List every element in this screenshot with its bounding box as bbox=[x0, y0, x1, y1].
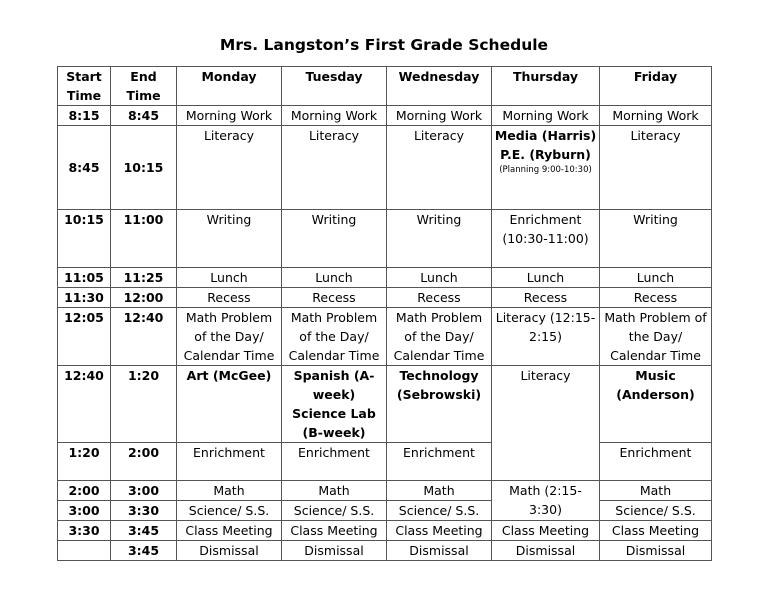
wednesday-cell: Science/ S.S. bbox=[387, 501, 492, 521]
wednesday-cell: Literacy bbox=[387, 126, 492, 210]
thursday-cell: Recess bbox=[492, 288, 600, 308]
end-time-cell: 11:25 bbox=[111, 268, 177, 288]
start-time-cell bbox=[58, 541, 111, 561]
friday-cell: Recess bbox=[600, 288, 712, 308]
table-row bbox=[58, 106, 712, 126]
end-time-cell: 3:45 bbox=[111, 521, 177, 541]
thursday-cell: Enrichment (10:30-11:00) bbox=[492, 210, 600, 268]
tuesday-cell: Math Problem of the Day/ Calendar Time bbox=[282, 308, 387, 366]
friday-cell: Music (Anderson) bbox=[600, 366, 712, 443]
end-time-cell: 12:00 bbox=[111, 288, 177, 308]
start-time-cell: 3:30 bbox=[58, 521, 111, 541]
header-tuesday: Tuesday bbox=[282, 67, 387, 106]
wednesday-cell: Math bbox=[387, 481, 492, 501]
start-time-cell: 11:05 bbox=[58, 268, 111, 288]
planning-note: (Planning 9:00-10:30) bbox=[499, 165, 592, 175]
friday-cell: Dismissal bbox=[600, 541, 712, 561]
end-time-cell: 1:20 bbox=[111, 366, 177, 443]
friday-cell: Lunch bbox=[600, 268, 712, 288]
header-row bbox=[58, 67, 712, 106]
monday-cell: Science/ S.S. bbox=[177, 501, 282, 521]
start-time-cell: 8:45 bbox=[58, 126, 111, 210]
start-time-cell: 2:00 bbox=[58, 481, 111, 501]
friday-cell: Morning Work bbox=[600, 106, 712, 126]
header-end-time: End Time bbox=[111, 67, 177, 106]
header-start-time: Start Time bbox=[58, 67, 111, 106]
schedule-table bbox=[57, 66, 712, 561]
wednesday-cell: Enrichment bbox=[387, 443, 492, 481]
table-row bbox=[58, 126, 712, 210]
end-time-cell: 3:30 bbox=[111, 501, 177, 521]
friday-cell: Math Problem of the Day/ Calendar Time bbox=[600, 308, 712, 366]
friday-cell: Math bbox=[600, 481, 712, 501]
tuesday-cell: Literacy bbox=[282, 126, 387, 210]
start-time-cell: 11:30 bbox=[58, 288, 111, 308]
end-time-cell: 10:15 bbox=[111, 126, 177, 210]
friday-cell: Class Meeting bbox=[600, 521, 712, 541]
tuesday-cell: Lunch bbox=[282, 268, 387, 288]
thursday-cell: Literacy bbox=[492, 366, 600, 481]
start-time-cell: 3:00 bbox=[58, 501, 111, 521]
wednesday-cell: Morning Work bbox=[387, 106, 492, 126]
friday-cell: Literacy bbox=[600, 126, 712, 210]
wednesday-cell: Dismissal bbox=[387, 541, 492, 561]
header-monday: Monday bbox=[177, 67, 282, 106]
thursday-special-label: Media (Harris) P.E. (Ryburn) bbox=[494, 128, 597, 162]
wednesday-cell: Technology (Sebrowski) bbox=[387, 366, 492, 443]
tuesday-cell: Class Meeting bbox=[282, 521, 387, 541]
table-row bbox=[58, 521, 712, 541]
start-time-cell: 12:05 bbox=[58, 308, 111, 366]
monday-cell: Math Problem of the Day/ Calendar Time bbox=[177, 308, 282, 366]
wednesday-cell: Writing bbox=[387, 210, 492, 268]
thursday-cell: Literacy (12:15-2:15) bbox=[492, 308, 600, 366]
table-row bbox=[58, 210, 712, 268]
friday-cell: Science/ S.S. bbox=[600, 501, 712, 521]
start-time-cell: 8:15 bbox=[58, 106, 111, 126]
page-title: Mrs. Langston’s First Grade Schedule bbox=[219, 36, 549, 54]
start-time-cell: 10:15 bbox=[58, 210, 111, 268]
thursday-cell: Class Meeting bbox=[492, 521, 600, 541]
table-row bbox=[58, 268, 712, 288]
table-row bbox=[58, 443, 712, 481]
monday-cell: Literacy bbox=[177, 126, 282, 210]
start-time-cell: 1:20 bbox=[58, 443, 111, 481]
tuesday-cell: Morning Work bbox=[282, 106, 387, 126]
wednesday-cell: Recess bbox=[387, 288, 492, 308]
monday-cell: Art (McGee) bbox=[177, 366, 282, 443]
end-time-cell: 8:45 bbox=[111, 106, 177, 126]
thursday-cell: Math (2:15-3:30) bbox=[492, 481, 600, 521]
end-time-cell: 12:40 bbox=[111, 308, 177, 366]
monday-cell: Enrichment bbox=[177, 443, 282, 481]
tuesday-cell: Dismissal bbox=[282, 541, 387, 561]
monday-cell: Lunch bbox=[177, 268, 282, 288]
end-time-cell: 3:00 bbox=[111, 481, 177, 501]
thursday-cell: Lunch bbox=[492, 268, 600, 288]
tuesday-cell: Spanish (A-week) Science Lab (B-week) bbox=[282, 366, 387, 443]
table-row bbox=[58, 366, 712, 443]
friday-cell: Writing bbox=[600, 210, 712, 268]
wednesday-cell: Lunch bbox=[387, 268, 492, 288]
end-time-cell: 2:00 bbox=[111, 443, 177, 481]
monday-cell: Writing bbox=[177, 210, 282, 268]
table-row bbox=[58, 541, 712, 561]
table-row bbox=[58, 481, 712, 501]
end-time-cell: 3:45 bbox=[111, 541, 177, 561]
monday-cell: Math bbox=[177, 481, 282, 501]
header-wednesday: Wednesday bbox=[387, 67, 492, 106]
table-row bbox=[58, 501, 712, 521]
header-thursday: Thursday bbox=[492, 67, 600, 106]
monday-cell: Class Meeting bbox=[177, 521, 282, 541]
monday-cell: Recess bbox=[177, 288, 282, 308]
tuesday-cell: Science/ S.S. bbox=[282, 501, 387, 521]
tuesday-cell: Recess bbox=[282, 288, 387, 308]
end-time-cell: 11:00 bbox=[111, 210, 177, 268]
friday-cell: Enrichment bbox=[600, 443, 712, 481]
wednesday-cell: Math Problem of the Day/ Calendar Time bbox=[387, 308, 492, 366]
thursday-cell: Morning Work bbox=[492, 106, 600, 126]
header-friday: Friday bbox=[600, 67, 712, 106]
monday-cell: Dismissal bbox=[177, 541, 282, 561]
thursday-cell: Dismissal bbox=[492, 541, 600, 561]
start-time-cell: 12:40 bbox=[58, 366, 111, 443]
thursday-cell bbox=[492, 126, 600, 210]
tuesday-cell: Enrichment bbox=[282, 443, 387, 481]
wednesday-cell: Class Meeting bbox=[387, 521, 492, 541]
monday-cell: Morning Work bbox=[177, 106, 282, 126]
table-row bbox=[58, 308, 712, 366]
table-row bbox=[58, 288, 712, 308]
tuesday-cell: Writing bbox=[282, 210, 387, 268]
tuesday-cell: Math bbox=[282, 481, 387, 501]
